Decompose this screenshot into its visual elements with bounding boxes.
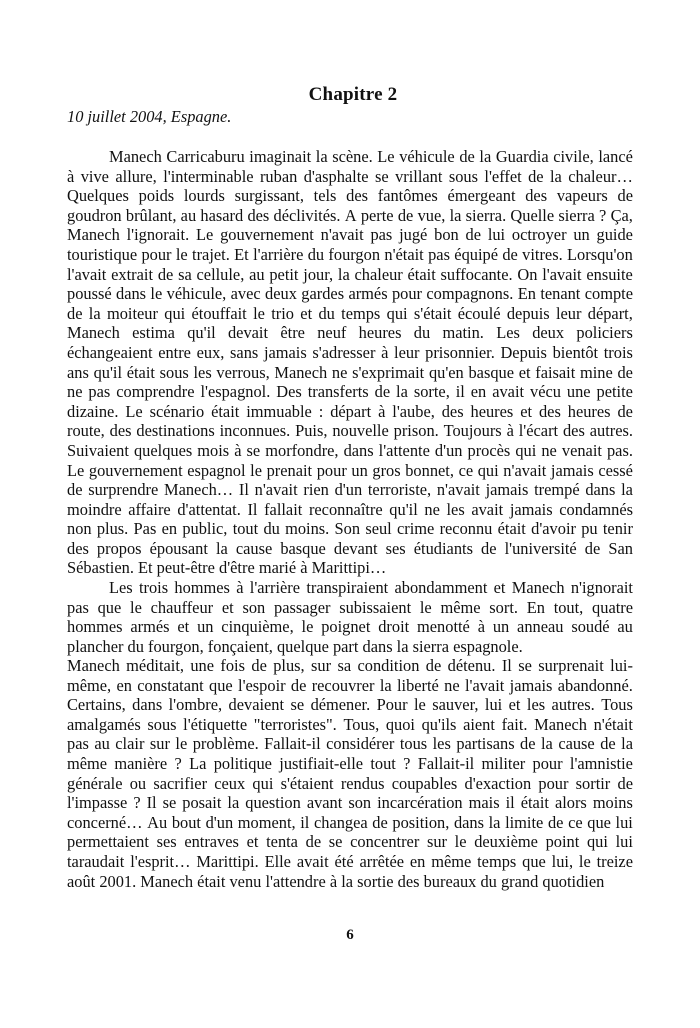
paragraph-3	[67, 656, 633, 891]
text-line: taraudait l'esprit… Marittipi. Elle avait été arrêtée en même temps que lui, le treize	[67, 851, 633, 871]
text-line: Manech l'ignorait. Le gouvernement n'avait pas jugé bon de lui octroyer un guide	[67, 225, 633, 245]
text-line: permettaient ses entraves et tenta de se concentrer sur le deuxième point qui lui	[67, 832, 633, 852]
text-line: même manière ? La politique justifiait-elle tout ? Fallait-il militer pour l'amnistie	[67, 753, 633, 773]
text-line: l'impasse ? Il se posait la question avant son incarcération mais il était alors moins	[67, 793, 633, 813]
text-line: plancher du fourgon, fonçaient, quelque part dans la sierra espagnole.	[67, 636, 523, 656]
text-line: des propos épousant la cause basque devant ses étudiants de l'université de San	[67, 538, 633, 558]
text-line: générale ou sacrifier ceux qui s'étaient rendus coupables d'exaction pour sortir de	[67, 773, 633, 793]
text-line: non plus. Pas en public, tout du moins. Son seul crime reconnu était d'avoir pu tenir	[67, 519, 633, 539]
text-line: Suivaient quelques mois à se morfondre, dans l'attente d'un procès qui ne venait pas.	[67, 440, 633, 460]
chapter-title: Chapitre 2	[308, 84, 398, 105]
text-line: ne pas comprendre l'espagnol. Des transferts de la sorte, il en avait vécu une petite	[67, 382, 633, 402]
text-line: pas que le chauffeur et son passager subissaient le même sort. En tout, quatre	[67, 597, 633, 617]
text-line: dizaine. Le scénario était immuable : départ à l'aube, des heures et des heures de	[67, 401, 633, 421]
text-line: moindre affaire d'attentat. Il fallait reconnaître qu'il ne les avait jamais condamnés	[67, 499, 633, 519]
text-line: même, en constatant que l'espoir de recouvrer la liberté ne l'avait jamais abandonné.	[67, 675, 633, 695]
chapter-dateline: 10 juillet 2004, Espagne.	[67, 107, 232, 126]
text-line: l'avait extrait de sa cellule, au petit jour, la chaleur était suffocante. On l'avait ensuite	[67, 264, 633, 284]
text-line: touristique pour le trajet. Et l'arrière du fourgon n'était pas équipé de vitres. Lorsqu'on	[67, 244, 633, 264]
text-line: goudron brûlant, au hasard des déclivités. A perte de vue, la sierra. Quelle sierra ? Ça,	[67, 205, 633, 225]
text-line: à vive allure, l'interminable ruban d'asphalte se vrillant sous l'effet de la chaleur…	[67, 166, 633, 186]
paragraph-1	[67, 147, 633, 578]
text-line: Certains, dans l'ombre, devaient se démener. Pour le sauver, lui et les autres. Tous	[67, 695, 633, 715]
text-line: Quelques poids lourds surgissant, tels des fantômes émergeant des vapeurs de	[67, 186, 633, 206]
text-line: Le gouvernement espagnol le prenait pour un gros bonnet, ce qui n'avait jamais cessé	[67, 460, 633, 480]
text-line: Les trois hommes à l'arrière transpiraient abondamment et Manech n'ignorait	[109, 578, 633, 597]
text-line: de la moiteur qui étouffait le trio et du temps qui s'était écoulé depuis leur départ,	[67, 303, 633, 323]
text-line: août 2001. Manech était venu l'attendre à la sortie des bureaux du grand quotidien	[67, 871, 605, 891]
text-line: route, des destinations inconnues. Puis, nouvelle prison. Toujours à l'écart des autres.	[67, 421, 633, 441]
text-line: de surprendre Manech… Il n'avait rien d'un terroriste, n'avait jamais trempé dans la	[67, 480, 633, 500]
text-line: ans qu'il était sous les verrous, Manech ne s'exprimait qu'en basque et faisait mine de	[67, 362, 633, 382]
text-line: échangeaient entre eux, sans jamais s'adresser à leur prisonnier. Depuis bientôt trois	[67, 342, 633, 362]
text-line: poussé dans le véhicule, avec deux gardes armés pour compagnons. En tenant compte	[67, 284, 633, 304]
text-line: pas au clair sur le problème. Fallait-il considérer tous les partisans de la cause de la	[67, 734, 633, 754]
text-line: Manech Carricaburu imaginait la scène. Le véhicule de la Guardia civile, lancé	[109, 147, 633, 166]
text-line: concerné… Au bout d'un moment, il changea de position, dans la limite de ce que lui	[67, 812, 633, 832]
page-number: 6	[346, 927, 354, 943]
paragraph-2	[67, 578, 633, 656]
text-line: amalgamés sous l'étiquette "terroristes". Tous, quoi qu'ils aient fait. Manech n'était	[67, 714, 633, 734]
text-line: hommes armés et un cinquième, le poignet droit menotté à un anneau soudé au	[67, 617, 633, 637]
text-line: Manech méditait, une fois de plus, sur sa condition de détenu. Il se surprenait lui-	[67, 656, 633, 675]
text-line: Sébastien. Et peut-être d'être marié à Marittipi…	[67, 558, 387, 578]
text-line: Manech estima qu'il devait être neuf heures du matin. Les deux policiers	[67, 323, 633, 343]
